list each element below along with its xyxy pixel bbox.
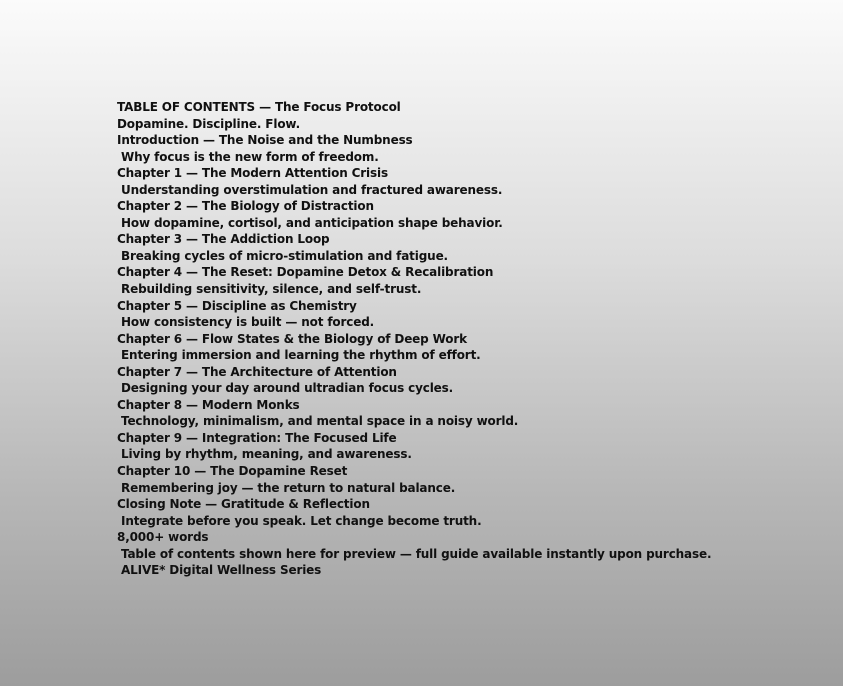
section-title-chapter-1: Chapter 1 — The Modern Attention Crisis xyxy=(117,166,388,181)
section-subtitle-chapter-9: Living by rhythm, meaning, and awareness. xyxy=(121,447,412,462)
section-subtitle-chapter-1: Understanding overstimulation and fractured awareness. xyxy=(121,182,503,197)
section-subtitle-introduction: Why focus is the new form of freedom. xyxy=(121,149,379,164)
section-title-chapter-3: Chapter 3 — The Addiction Loop xyxy=(117,232,330,247)
series-name: ALIVE* Digital Wellness Series xyxy=(121,563,322,578)
section-subtitle-chapter-5: How consistency is built — not forced. xyxy=(121,315,375,330)
preview-note: Table of contents shown here for preview — full guide available instantly upon purchase. xyxy=(121,546,712,561)
section-title-chapter-6: Chapter 6 — Flow States & the Biology of Deep Work xyxy=(117,331,467,346)
section-subtitle-chapter-6: Entering immersion and learning the rhythm of effort. xyxy=(121,348,481,363)
section-title-chapter-10: Chapter 10 — The Dopamine Reset xyxy=(117,464,348,479)
section-title-chapter-7: Chapter 7 — The Architecture of Attention xyxy=(117,364,397,379)
section-subtitle-chapter-7: Designing your day around ultradian focus cycles. xyxy=(121,381,454,396)
section-subtitle-chapter-4: Rebuilding sensitivity, silence, and self-trust. xyxy=(121,282,422,297)
section-title-chapter-4: Chapter 4 — The Reset: Dopamine Detox & Recalibration xyxy=(117,265,494,280)
section-subtitle-closing-note: Integrate before you speak. Let change become truth. xyxy=(121,513,482,528)
section-title-introduction: Introduction — The Noise and the Numbness xyxy=(117,133,413,148)
section-subtitle-chapter-2: How dopamine, cortisol, and anticipation shape behavior. xyxy=(121,215,503,230)
section-subtitle-chapter-10: Remembering joy — the return to natural balance. xyxy=(121,480,456,495)
section-title-chapter-2: Chapter 2 — The Biology of Distraction xyxy=(117,199,374,214)
section-title-chapter-9: Chapter 9 — Integration: The Focused Life xyxy=(117,430,397,445)
section-title-closing-note: Closing Note — Gratitude & Reflection xyxy=(117,497,370,512)
section-title-chapter-5: Chapter 5 — Discipline as Chemistry xyxy=(117,298,357,313)
word-count: 8,000+ words xyxy=(117,530,209,545)
toc-tagline: Dopamine. Discipline. Flow. xyxy=(117,116,300,131)
section-title-chapter-8: Chapter 8 — Modern Monks xyxy=(117,397,300,412)
table-of-contents xyxy=(117,99,817,579)
section-subtitle-chapter-3: Breaking cycles of micro-stimulation and fatigue. xyxy=(121,248,448,263)
section-subtitle-chapter-8: Technology, minimalism, and mental space in a noisy world. xyxy=(121,414,519,429)
toc-heading: TABLE OF CONTENTS — The Focus Protocol xyxy=(117,100,401,114)
